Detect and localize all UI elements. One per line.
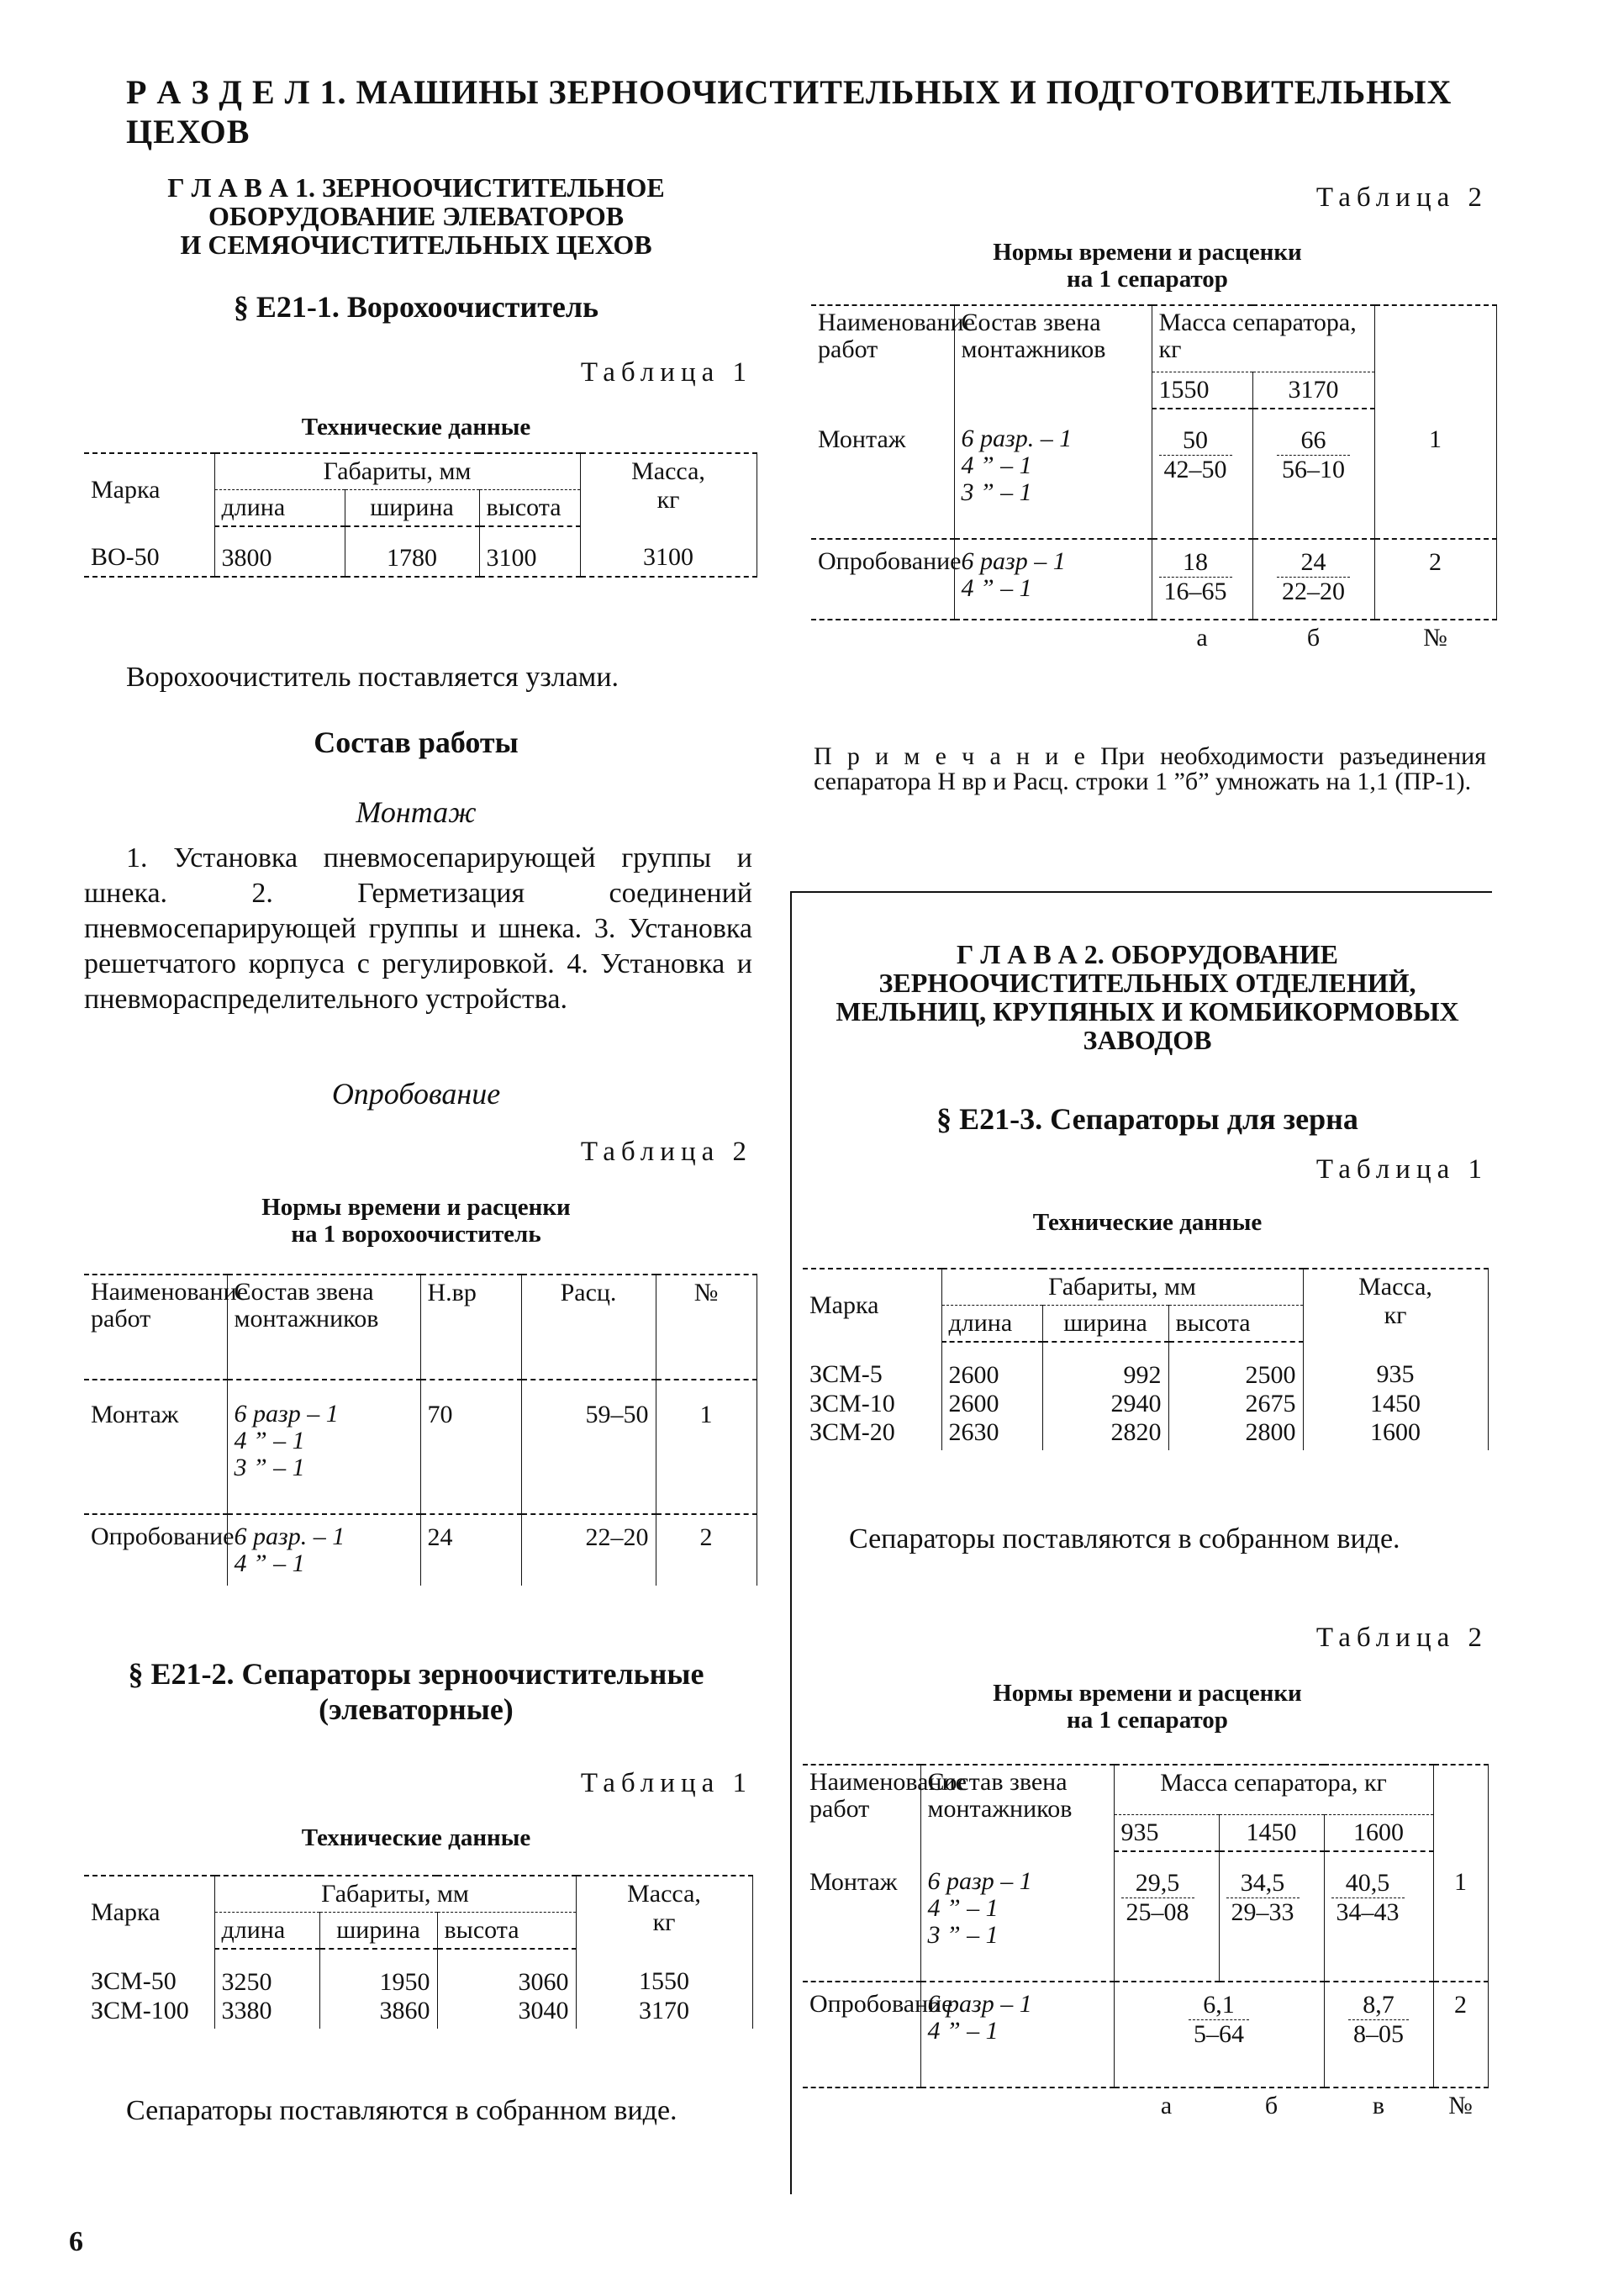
montazh-title: Монтаж bbox=[356, 795, 477, 829]
montazh-text: 1. Установка пневмосепарирующей группы и шнека. 2. Герметизация соединений пневмосепарирующей группы и шнека. 3. Установка решетчатого корпуса с регулировкой. 4. Установка и пневмораспределительного устройства. bbox=[84, 842, 752, 1015]
e21-3-heading: § Е21-3. Сепараторы для зерна bbox=[936, 1102, 1358, 1136]
table-row: ЗСМ-10 2600 2940 2675 1450 bbox=[803, 1390, 1488, 1418]
header-mark: Марка bbox=[84, 453, 214, 526]
e21-2-heading: § Е21-2. Сепараторы зерноочистительные (элеваторные) bbox=[128, 1657, 704, 1726]
e21-3-table2-label: Таблица 2 bbox=[1315, 1623, 1488, 1653]
e21-1-table1-caption: Технические данные bbox=[301, 414, 531, 441]
e21-1-norms-table: Наименование работ Состав звена монтажников Н.вр Расц. № Монтаж 6 разр – 1 4 ” – 1 3 ” – 1 70 59–50 1 Опробование 6 разр. – 1 4 ” – 1 24 22–20 2 bbox=[84, 1274, 757, 1586]
table-row: ВО-50 3800 1780 3100 3100 bbox=[84, 526, 757, 577]
oprob-title: Опробование bbox=[331, 1077, 501, 1111]
e21-2-norms-table: Наименование работ Состав звена монтажников Масса сепаратора, кг 1550 3170 Монтаж 6 разр. – 1 4 ” – 1 3 ” – 1 $\frac{50}{42-50}$ $\frac{66}{56-10}$ 1 Опробование 6 разр – 1 4 ” – 1 $\frac{18}{16-65}$ $\frac{24}{22-20}$ 2 а б № bbox=[811, 304, 1497, 656]
work-composition-title: Состав работы bbox=[314, 726, 519, 759]
e21-3-tech-table: Марка Габариты, мм Масса, кг длина ширина высота ЗСМ-5 2600 992 2500 935 ЗСМ-10 2600 2940 2675 1450 ЗСМ-20 2630 2820 2800 1600 bbox=[803, 1268, 1489, 1450]
header-width: ширина bbox=[345, 490, 479, 527]
e21-2-table1-caption: Технические данные bbox=[301, 1824, 531, 1851]
table-row: Опробование 6 разр – 1 4 ” – 1 $\frac{6,1}{5-64}$ $\frac{8,7}{8-05}$ 2 bbox=[803, 1982, 1488, 2088]
left-column bbox=[80, 173, 752, 259]
e21-1-tech-table bbox=[84, 452, 757, 578]
e21-2-table2-label: Таблица 2 bbox=[1315, 182, 1488, 213]
header-height: высота bbox=[479, 490, 580, 527]
section-title: Р А З Д Е Л 1. МАШИНЫ ЗЕРНООЧИСТИТЕЛЬНЫХ И ПОДГОТОВИТЕЛЬНЫХ ЦЕХОВ bbox=[126, 73, 1452, 150]
e21-1-supply-text: Ворохоочиститель поставляется узлами. bbox=[126, 662, 619, 693]
table-row: Опробование 6 разр – 1 4 ” – 1 $\frac{18}{16-65}$ $\frac{24}{22-20}$ 2 bbox=[811, 539, 1496, 620]
header-mass: Масса, кг bbox=[580, 453, 757, 526]
e21-2-table1-label: Таблица 1 bbox=[580, 1768, 752, 1798]
table-row: ЗСМ-100 3380 3860 3040 3170 bbox=[84, 1997, 752, 2029]
e21-2-note: П р и м е ч а н и е При необходимости разъединения сепаратора Н вр и Расц. строки 1 ”б” умножать на 1,1 (ПР-1). bbox=[814, 742, 1486, 795]
e21-3-supply-text: Сепараторы поставляются в собранном виде. bbox=[849, 1523, 1400, 1554]
e21-1-table1-label: Таблица 1 bbox=[580, 357, 752, 388]
e21-3-norms-table: Наименование работ Состав звена монтажников Масса сепаратора, кг 935 1450 1600 Монтаж 6 разр – 1 4 ” – 1 3 ” – 1 $\frac{29,5}{25-08}$ $\frac{34,5}{29-33}$ $\frac{40,5}{34-43}$ 1 Опробование 6 разр – 1 4 ” – 1 $\frac{6,1}{5-64}$ $\frac{8,7}{8-05}$ 2 а б в № bbox=[803, 1764, 1489, 2124]
table-row: ЗСМ-50 3250 1950 3060 1550 bbox=[84, 1949, 752, 1997]
page-number: 6 bbox=[69, 2226, 83, 2257]
e21-3-table1-caption: Технические данные bbox=[1032, 1209, 1263, 1236]
e21-3-table1-label: Таблица 1 bbox=[1315, 1154, 1488, 1185]
table-row: Монтаж 6 разр – 1 4 ” – 1 3 ” – 1 $\frac{29,5}{25-08}$ $\frac{34,5}{29-33}$ $\frac{40,5}{34-43}$ 1 bbox=[803, 1851, 1488, 1982]
table-row: ЗСМ-5 2600 992 2500 935 bbox=[803, 1342, 1488, 1390]
divider-line bbox=[790, 891, 1492, 893]
header-length: длина bbox=[214, 490, 345, 527]
e21-1-heading: § Е21-1. Ворохоочиститель bbox=[233, 290, 599, 324]
table-row: Опробование 6 разр. – 1 4 ” – 1 24 22–20 2 bbox=[84, 1514, 757, 1586]
chapter1-title: Г Л А В А 1. ЗЕРНООЧИСТИТЕЛЬНОЕ ОБОРУДОВАНИЕ ЭЛЕВАТОРОВ И СЕМЯОЧИСТИТЕЛЬНЫХ ЦЕХОВ bbox=[167, 172, 665, 260]
e21-2-table2-caption: Нормы времени и расценки на 1 сепаратор bbox=[993, 239, 1302, 293]
e21-1-table2-caption: Нормы времени и расценки на 1 ворохоочиститель bbox=[261, 1194, 571, 1248]
chapter2-title: Г Л А В А 2. ОБОРУДОВАНИЕ ЗЕРНООЧИСТИТЕЛЬНЫХ ОТДЕЛЕНИЙ, МЕЛЬНИЦ, КРУПЯНЫХ И КОМБИКОРМОВЫХ ЗАВОДОВ bbox=[836, 939, 1459, 1055]
e21-2-supply-text: Сепараторы поставляются в собранном виде. bbox=[126, 2095, 677, 2126]
table-row: ЗСМ-20 2630 2820 2800 1600 bbox=[803, 1418, 1488, 1450]
table-row: Монтаж 6 разр – 1 4 ” – 1 3 ” – 1 70 59–50 1 bbox=[84, 1380, 757, 1514]
column-rule bbox=[790, 891, 792, 2194]
e21-1-table2-label: Таблица 2 bbox=[580, 1137, 752, 1167]
table-row: Монтаж 6 разр. – 1 4 ” – 1 3 ” – 1 $\frac{50}{42-50}$ $\frac{66}{56-10}$ 1 bbox=[811, 409, 1496, 539]
e21-3-table2-caption: Нормы времени и расценки на 1 сепаратор bbox=[993, 1680, 1302, 1734]
e21-2-tech-table: Марка Габариты, мм Масса, кг длина ширина высота ЗСМ-50 3250 1950 3060 1550 ЗСМ-100 3380 3860 3040 3170 bbox=[84, 1875, 753, 2029]
header-dims: Габариты, мм bbox=[214, 453, 580, 490]
